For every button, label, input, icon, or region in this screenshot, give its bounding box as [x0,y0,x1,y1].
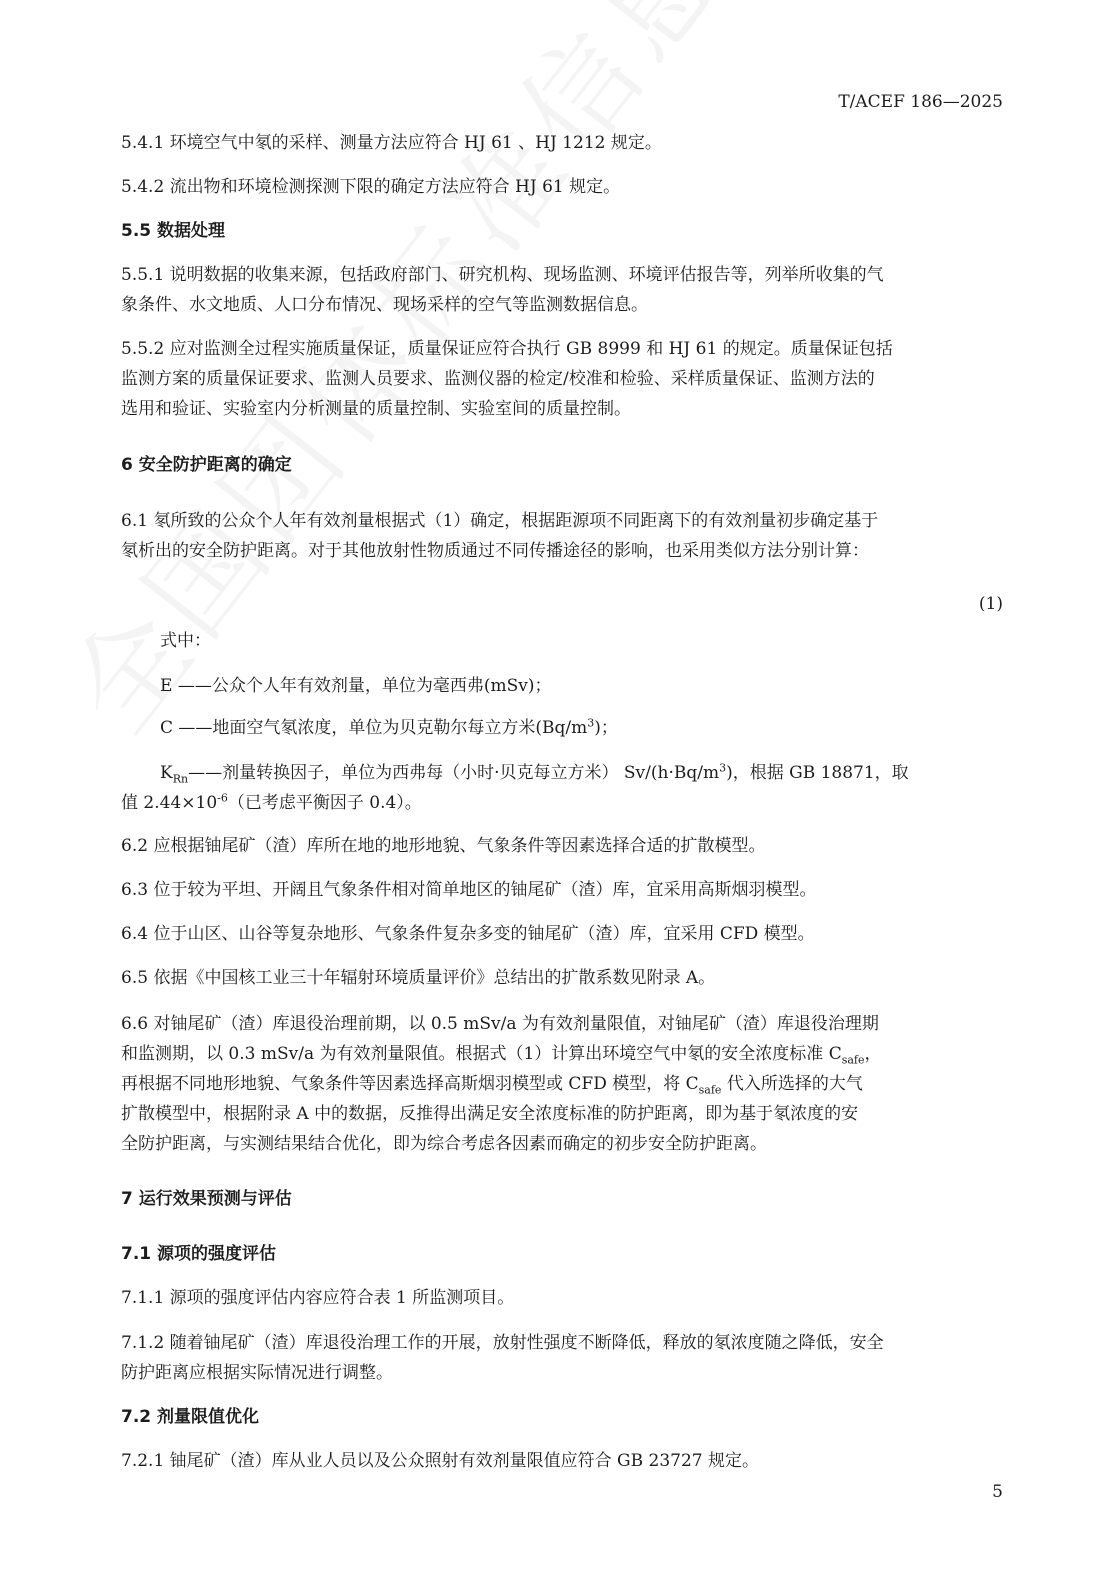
clause-5-5-2-line1: 5.5.2 应对监测全过程实施质量保证，质量保证应符合执行 GB 8999 和 HJ 61 的规定。质量保证包括 [121,339,893,359]
clause-5-5-1-line2: 象条件、水文地质、人口分布情况、现场采样的空气等监测数据信息。 [121,295,648,315]
clause-7-1-2-line1: 7.1.2 随着铀尾矿（渣）库退役治理工作的开展，放射性强度不断降低，释放的氡浓度随之降低，安全 [121,1333,884,1353]
clause-5-4-2: 5.4.2 流出物和环境检测探测下限的确定方法应符合 HJ 61 规定。 [121,177,621,197]
clause-6-6-line4: 扩散模型中，根据附录 A 中的数据，反推得出满足安全浓度标准的防护距离，即为基于氡浓度的安 [121,1104,859,1124]
clause-6-4: 6.4 位于山区、山谷等复杂地形、气象条件复杂多变的铀尾矿（渣）库，宜采用 CFD 模型。 [121,924,815,944]
clause-6-3: 6.3 位于较为平坦、开阔且气象条件相对简单地区的铀尾矿（渣）库，宜采用高斯烟羽模型。 [121,880,817,900]
clause-6-1-line2: 氡析出的安全防护距离。对于其他放射性物质通过不同传播途径的影响，也采用类似方法分别计算： [121,541,869,561]
where-label: 式中： [160,631,211,651]
definition-K-line1: $K_{Rn}——$剂量转换因子，单位为西弗每（小时·贝克每立方米） $Sv/(h\cdot Bq/m^3)$，根据 GB 18871，取 [160,761,909,786]
clause-6-6-line3: 再根据不同地形地貌、气象条件等因素选择高斯烟羽模型或 CFD 模型，将 $C_{safe}$ 代入所选择的大气 [121,1074,863,1097]
equation-number: (1) [978,594,1003,614]
clause-5-5-2-line3: 选用和验证、实验室内分析测量的质量控制、实验室间的质量控制。 [121,399,631,419]
clause-6-6-line2: 和监测期，以 0.3 mSv/a 为有效剂量限值。根据式（1）计算出环境空气中氡的安全浓度标准 $C_{safe}$， [121,1044,882,1067]
heading-7: 7 运行效果预测与评估 [121,1189,292,1209]
clause-6-2: 6.2 应根据铀尾矿（渣）库所在地的地形地貌、气象条件等因素选择合适的扩散模型。 [121,836,766,856]
definition-C: C ——地面空气氡浓度，单位为贝克勒尔每立方米$(Bq/m^3)$； [160,716,618,738]
clause-6-6-line1: 6.6 对铀尾矿（渣）库退役治理前期，以 0.5 mSv/a 为有效剂量限值，对铀尾矿（渣）库退役治理期 [121,1014,879,1034]
definition-E: E ——公众个人年有效剂量，单位为毫西弗(mSv)； [160,676,552,696]
heading-5-5: 5.5 数据处理 [121,221,226,241]
clause-7-2-1: 7.2.1 铀尾矿（渣）库从业人员以及公众照射有效剂量限值应符合 GB 23727 规定。 [121,1451,760,1471]
clause-7-1-1: 7.1.1 源项的强度评估内容应符合表 1 所监测项目。 [121,1288,515,1308]
page-number: 5 [992,1482,1003,1502]
clause-6-5: 6.5 依据《中国核工业三十年辐射环境质量评价》总结出的扩散系数见附录 A。 [121,968,716,988]
clause-5-5-1-line1: 5.5.1 说明数据的收集来源，包括政府部门、研究机构、现场监测、环境评估报告等，列举所收集的气 [121,265,884,285]
clause-7-1-2-line2: 防护距离应根据实际情况进行调整。 [121,1363,393,1383]
standard-number-header: T/ACEF 186—2025 [838,92,1003,112]
definition-K-line2: 值 $2.44\times 10^{-6}$（已考虑平衡因子 0.4）。 [121,791,422,813]
heading-7-1: 7.1 源项的强度评估 [121,1244,277,1264]
clause-5-5-2-line2: 监测方案的质量保证要求、监测人员要求、监测仪器的检定/校准和检验、采样质量保证、监测方法的 [121,369,875,389]
clause-6-1-line1: 6.1 氡所致的公众个人年有效剂量根据式（1）确定，根据距源项不同距离下的有效剂量初步确定基于 [121,511,879,531]
heading-7-2: 7.2 剂量限值优化 [121,1407,260,1427]
heading-6: 6 安全防护距离的确定 [121,455,292,475]
clause-6-6-line5: 全防护距离，与实测结果结合优化，即为综合考虑各因素而确定的初步安全防护距离。 [121,1134,767,1154]
clause-5-4-1: 5.4.1 环境空气中氡的采样、测量方法应符合 HJ 61 、HJ 1212 规定。 [121,133,662,153]
